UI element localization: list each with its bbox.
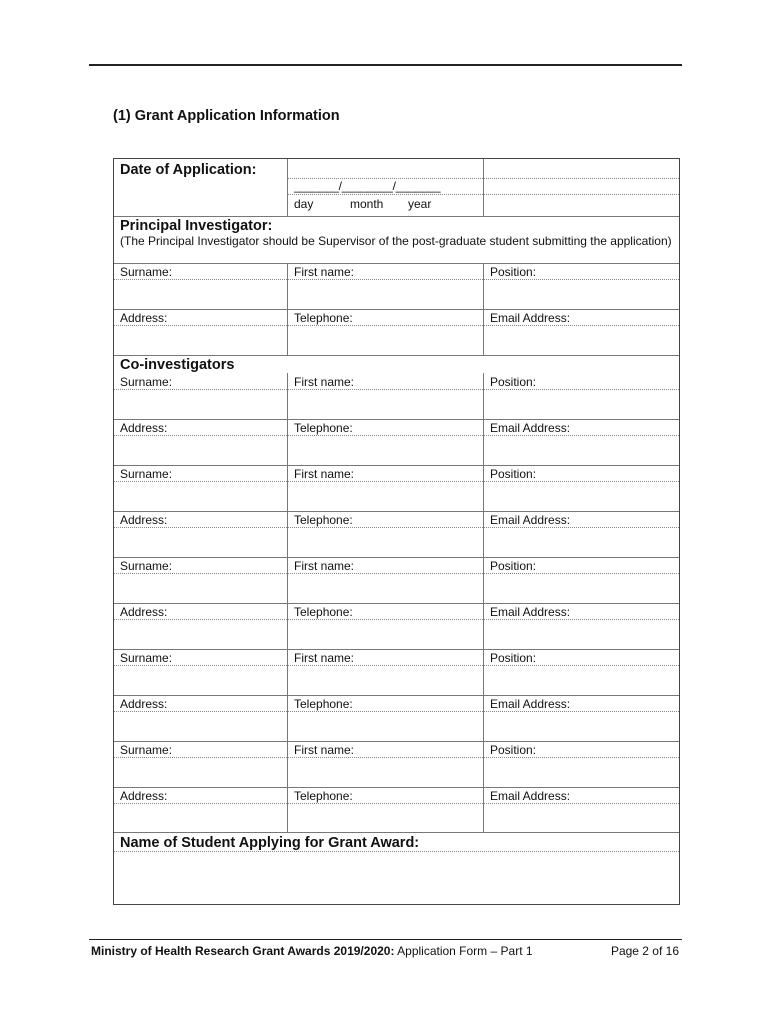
footer-rule <box>89 939 682 940</box>
co-position-field[interactable] <box>484 666 680 695</box>
co-heading: Co-investigators <box>120 357 235 373</box>
co-first-name-field[interactable] <box>288 574 483 603</box>
co-telephone-label: Telephone: <box>294 605 353 619</box>
pi-top-line <box>114 216 679 217</box>
co-first-name-field[interactable] <box>288 758 483 787</box>
co-row-line <box>114 695 679 696</box>
co-position-field[interactable] <box>484 482 680 511</box>
date-month-label: month <box>350 197 384 211</box>
co-telephone-label: Telephone: <box>294 421 353 435</box>
co-position-field[interactable] <box>484 390 680 419</box>
co-first-name-label: First name: <box>294 375 355 389</box>
student-heading: Name of Student Applying for Grant Award: <box>120 835 420 851</box>
co-telephone-field[interactable] <box>288 804 483 833</box>
co-surname-label: Surname: <box>120 375 173 389</box>
pi-address-field[interactable] <box>114 326 287 355</box>
top-rule <box>89 64 682 66</box>
co-address-label: Address: <box>120 789 168 803</box>
date-year-label: year <box>408 197 432 211</box>
co-address-label: Address: <box>120 605 168 619</box>
co-position-label: Position: <box>490 651 537 665</box>
co-position-label: Position: <box>490 375 537 389</box>
co-divider-2 <box>483 373 484 465</box>
co-email-label: Email Address: <box>490 789 571 803</box>
date-blank[interactable]: _______/________/_______ <box>294 179 441 193</box>
pi-row-line <box>114 263 679 264</box>
co-surname-field[interactable] <box>114 390 287 419</box>
co-telephone-field[interactable] <box>288 712 483 741</box>
co-email-label: Email Address: <box>490 697 571 711</box>
pi-email-label: Email Address: <box>490 311 571 325</box>
co-block-line <box>114 741 679 742</box>
co-divider-1 <box>287 465 288 557</box>
pi-telephone-field[interactable] <box>288 326 483 355</box>
co-address-field[interactable] <box>114 620 287 649</box>
date-row-line-2 <box>287 194 679 195</box>
pi-heading: Principal Investigator: <box>120 218 273 234</box>
co-first-name-label: First name: <box>294 651 355 665</box>
pi-position-field[interactable] <box>484 280 680 309</box>
footer-title-rest: Application Form – Part 1 <box>394 944 533 958</box>
date-day-label: day <box>294 197 314 211</box>
student-top-line <box>114 832 679 833</box>
pi-note: (The Principal Investigator should be Supervisor of the post-graduate student submitting the application) <box>120 234 672 248</box>
co-first-name-label: First name: <box>294 559 355 573</box>
co-email-field[interactable] <box>484 436 680 465</box>
co-telephone-field[interactable] <box>288 436 483 465</box>
co-surname-label: Surname: <box>120 743 173 757</box>
pi-divider-2 <box>483 263 484 355</box>
co-row-line <box>114 787 679 788</box>
pi-surname-field[interactable] <box>114 280 287 309</box>
pi-first-name-label: First name: <box>294 265 355 279</box>
co-surname-field[interactable] <box>114 758 287 787</box>
co-position-field[interactable] <box>484 758 680 787</box>
co-email-label: Email Address: <box>490 421 571 435</box>
date-divider-2 <box>483 159 484 216</box>
co-divider-1 <box>287 557 288 649</box>
co-divider-2 <box>483 465 484 557</box>
co-address-label: Address: <box>120 421 168 435</box>
co-address-field[interactable] <box>114 528 287 557</box>
co-row-line <box>114 603 679 604</box>
co-divider-2 <box>483 741 484 833</box>
co-block-line <box>114 465 679 466</box>
co-telephone-field[interactable] <box>288 620 483 649</box>
pi-position-label: Position: <box>490 265 537 279</box>
pi-first-name-field[interactable] <box>288 280 483 309</box>
co-divider-2 <box>483 557 484 649</box>
co-telephone-label: Telephone: <box>294 697 353 711</box>
co-position-label: Position: <box>490 743 537 757</box>
co-block-line <box>114 557 679 558</box>
pi-email-field[interactable] <box>484 326 680 355</box>
co-position-label: Position: <box>490 467 537 481</box>
co-row-line <box>114 511 679 512</box>
co-first-name-field[interactable] <box>288 390 483 419</box>
co-surname-label: Surname: <box>120 467 173 481</box>
co-surname-label: Surname: <box>120 651 173 665</box>
co-position-field[interactable] <box>484 574 680 603</box>
co-email-field[interactable] <box>484 712 680 741</box>
co-row-line <box>114 419 679 420</box>
co-email-field[interactable] <box>484 528 680 557</box>
co-address-field[interactable] <box>114 436 287 465</box>
co-first-name-label: First name: <box>294 743 355 757</box>
co-surname-field[interactable] <box>114 482 287 511</box>
page-number: Page 2 of 16 <box>610 944 679 958</box>
student-name-field[interactable] <box>114 852 680 904</box>
pi-address-label: Address: <box>120 311 168 325</box>
footer-title <box>91 944 533 958</box>
pi-row-line-2 <box>114 309 679 310</box>
date-divider-1 <box>287 159 288 216</box>
co-block-line <box>114 649 679 650</box>
co-surname-label: Surname: <box>120 559 173 573</box>
co-first-name-label: First name: <box>294 467 355 481</box>
co-address-label: Address: <box>120 513 168 527</box>
footer-title-bold: Ministry of Health Research Grant Awards 2019/2020: <box>91 944 395 958</box>
date-label: Date of Application: <box>120 162 257 178</box>
co-divider-1 <box>287 649 288 741</box>
co-telephone-field[interactable] <box>288 528 483 557</box>
co-email-field[interactable] <box>484 620 680 649</box>
co-divider-1 <box>287 373 288 465</box>
co-top-line <box>114 355 679 356</box>
pi-divider-1 <box>287 263 288 355</box>
co-address-label: Address: <box>120 697 168 711</box>
co-first-name-field[interactable] <box>288 666 483 695</box>
pi-telephone-label: Telephone: <box>294 311 353 325</box>
co-first-name-field[interactable] <box>288 482 483 511</box>
co-position-label: Position: <box>490 559 537 573</box>
application-form <box>113 158 680 905</box>
section-title: (1) Grant Application Information <box>113 108 340 124</box>
co-address-field[interactable] <box>114 804 287 833</box>
co-divider-2 <box>483 649 484 741</box>
co-divider-1 <box>287 741 288 833</box>
co-email-field[interactable] <box>484 804 680 833</box>
co-address-field[interactable] <box>114 712 287 741</box>
co-email-label: Email Address: <box>490 513 571 527</box>
co-telephone-label: Telephone: <box>294 513 353 527</box>
co-surname-field[interactable] <box>114 666 287 695</box>
co-telephone-label: Telephone: <box>294 789 353 803</box>
co-surname-field[interactable] <box>114 574 287 603</box>
co-email-label: Email Address: <box>490 605 571 619</box>
pi-surname-label: Surname: <box>120 265 173 279</box>
